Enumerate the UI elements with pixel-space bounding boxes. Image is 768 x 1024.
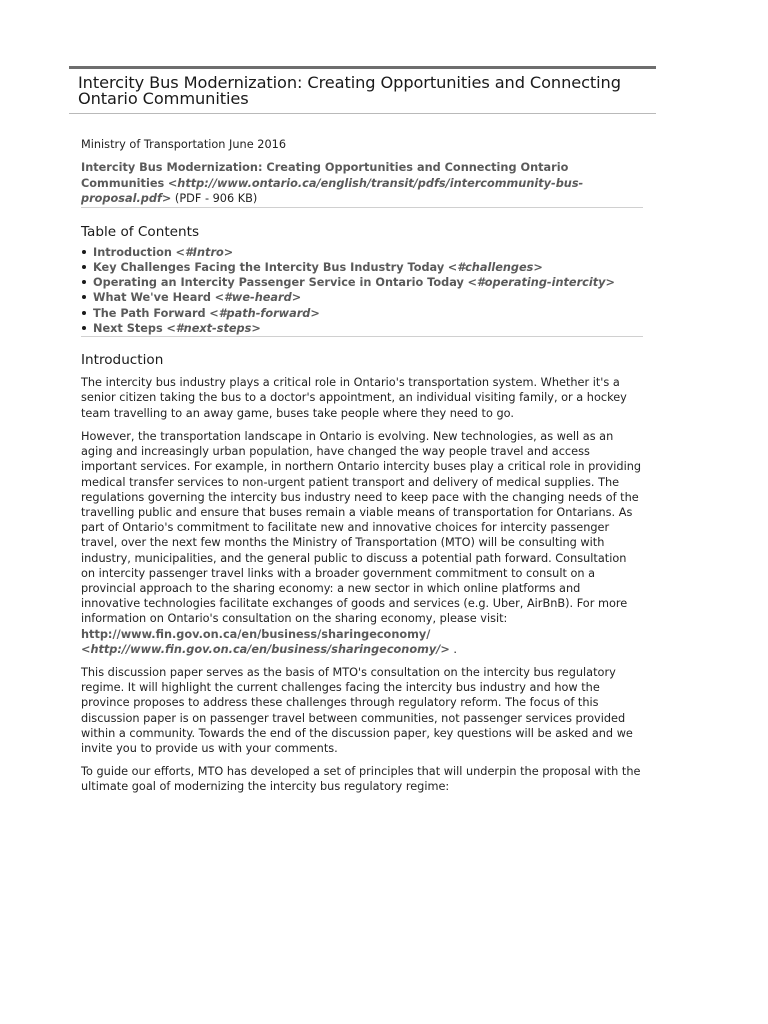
source-file-info: (PDF - 906 KB) [171, 192, 258, 205]
paragraph-text-end: . [449, 642, 458, 656]
toc-link[interactable]: Operating an Intercity Passenger Service in Ontario Today [93, 276, 464, 290]
document-content [81, 137, 643, 795]
paragraph: This discussion paper serves as the basis of MTO's consultation on the intercity bus regulatory regime. It will highlight the current challenges facing the intercity bus industry and how the province proposes to address these challenges through regulatory reform. The focus of this discussion paper is on passenger travel between communities, not passenger services provided within a community. Towards the end of the discussion paper, key questions will be asked and we invite you to provide us with your comments. [81, 665, 633, 755]
toc-anchor[interactable]: <#Intro> [175, 245, 234, 259]
divider [81, 336, 643, 337]
toc-anchor[interactable]: <#we-heard> [214, 291, 302, 305]
paragraph [81, 429, 643, 657]
source-reference [81, 160, 643, 207]
toc-anchor[interactable]: <#path-forward> [209, 306, 320, 320]
toc-item-next-steps [81, 321, 643, 336]
paragraph-text: However, the transportation landscape in Ontario is evolving. New technologies, as well as an aging and increasingly urban population, have changed the way people travel and access important services. For example, in northern Ontario intercity buses play a critical role in providing medical transfer services to non-urgent patient transport and delivery of medical supplies. The regulations governing the intercity bus industry need to keep pace with the changing needs of the travelling public and ensure that buses remain a viable means of transportation for Ontarians. As part of Ontario's commitment to facilitate new and innovative choices for intercity passenger travel, over the next few months the Ministry of Transportation (MTO) will be consulting with industry, municipalities, and the general public to discuss a potential path forward. Consultation on intercity passenger travel links with a broader government commitment to consult on a provincial approach to the sharing economy: a new sector in which online platforms and innovative technologies facilitate exchanges of goods and services (e.g. Uber, AirBnB). For more information on Ontario's consultation on the sharing economy, please visit: [81, 429, 642, 626]
toc-link[interactable]: Introduction [93, 245, 172, 259]
paragraph: The intercity bus industry plays a critical role in Ontario's transportation system. Whether it's a senior citizen taking the bus to a doctor's appointment, an individual visiting family, or a hockey team travelling to an away game, buses take people where they need to go. [81, 376, 627, 420]
toc-link[interactable]: What We've Heard [93, 291, 211, 305]
toc-anchor[interactable]: <#challenges> [447, 260, 543, 274]
toc-link[interactable]: Key Challenges Facing the Intercity Bus Industry Today [93, 260, 445, 274]
toc-anchor[interactable]: <#next-steps> [166, 321, 261, 335]
sharing-economy-url[interactable]: <http://www.fin.gov.on.ca/en/business/sharingeconomy/> [81, 642, 450, 656]
source-url[interactable]: <http://www.ontario.ca/english/transit/pdfs/intercommunity-bus-proposal.pdf> [81, 176, 584, 205]
toc-item-operating-intercity [81, 275, 643, 290]
toc-item-we-heard [81, 290, 643, 305]
paragraph: To guide our efforts, MTO has developed a set of principles that will underpin the proposal with the ultimate goal of modernizing the intercity bus regulatory regime: [81, 765, 641, 794]
section-heading-introduction: Introduction [81, 352, 164, 369]
toc-link[interactable]: Next Steps [93, 321, 163, 335]
page-title: Intercity Bus Modernization: Creating Opportunities and Connecting Ontario Communities [78, 73, 621, 108]
toc-anchor[interactable]: <#operating-intercity> [467, 276, 615, 290]
toc-item-challenges [81, 260, 643, 275]
divider [81, 207, 643, 208]
table-of-contents [81, 245, 643, 337]
sharing-economy-link[interactable]: http://www.fin.gov.on.ca/en/business/sharingeconomy/ [81, 627, 431, 641]
title-block [69, 66, 656, 114]
toc-heading: Table of Contents [81, 223, 200, 240]
toc-item-path-forward [81, 306, 643, 321]
toc-item-introduction [81, 245, 643, 260]
publication-meta: Ministry of Transportation June 2016 [81, 138, 287, 151]
source-link[interactable]: Intercity Bus Modernization: Creating Opportunities and Connecting Ontario Communities [81, 161, 569, 190]
toc-link[interactable]: The Path Forward [93, 306, 206, 320]
